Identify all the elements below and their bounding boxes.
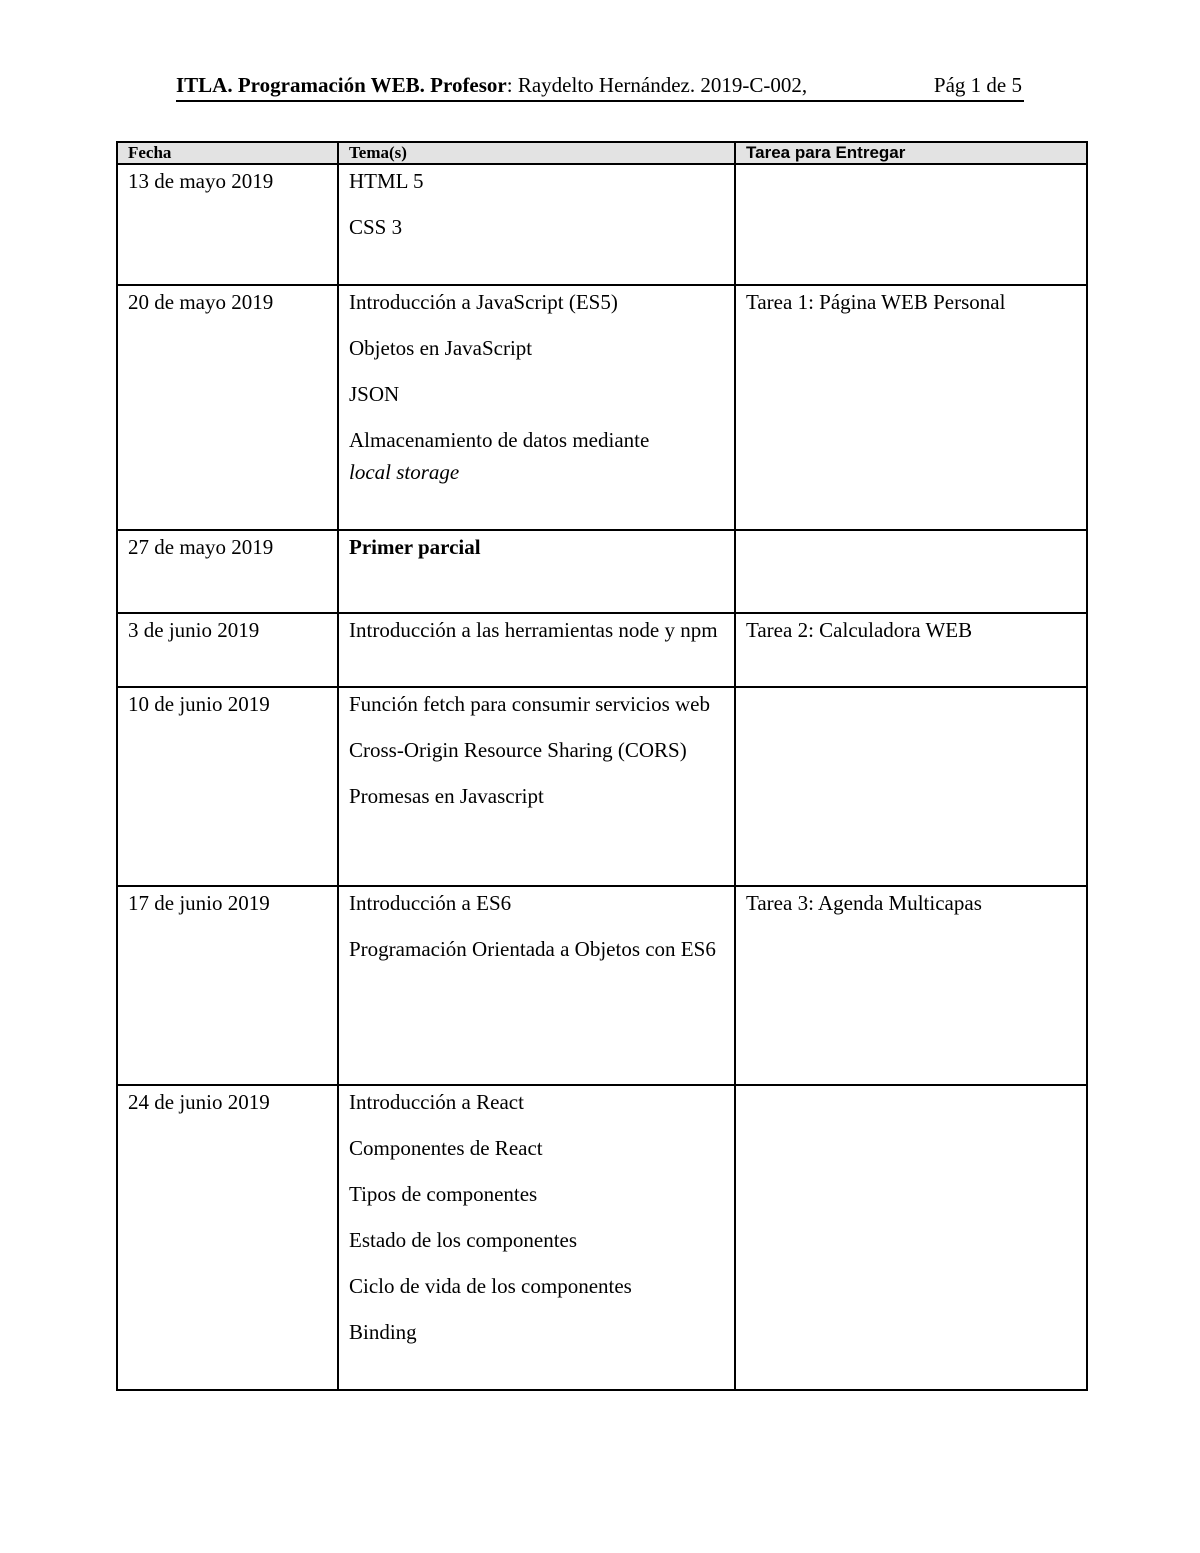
cell-tarea	[735, 530, 1087, 613]
cell-temas	[338, 886, 735, 1085]
topic-item: Promesas en Javascript	[349, 784, 544, 808]
cell-fecha: 10 de junio 2019	[117, 687, 338, 886]
header-course: Programación WEB.	[237, 73, 425, 97]
table-row	[117, 1085, 1087, 1390]
column-header-tarea: Tarea para Entregar	[735, 142, 1087, 164]
cell-tarea	[735, 687, 1087, 886]
topic-item: Primer parcial	[349, 535, 481, 559]
schedule-table	[116, 141, 1088, 1391]
topic-italic-text: local storage	[349, 460, 460, 484]
table-row	[117, 613, 1087, 687]
header-left	[176, 72, 807, 98]
topic-item: Ciclo de vida de los componentes	[349, 1274, 632, 1298]
topic-text: Almacenamiento de datos mediante	[349, 428, 650, 452]
topic-item: HTML 5	[349, 169, 424, 193]
topic-item: Introducción a ES6	[349, 891, 512, 915]
cell-tarea	[735, 1085, 1087, 1390]
cell-tarea	[735, 164, 1087, 285]
cell-temas	[338, 687, 735, 886]
cell-fecha: 20 de mayo 2019	[117, 285, 338, 530]
cell-tarea: Tarea 2: Calculadora WEB	[735, 613, 1087, 687]
table-row	[117, 164, 1087, 285]
column-header-fecha: Fecha	[117, 142, 338, 164]
topic-item: Tipos de componentes	[349, 1182, 538, 1206]
topic-item: JSON	[349, 382, 400, 406]
topic-item: Binding	[349, 1320, 417, 1344]
topic-item: Función fetch para consumir servicios web	[349, 692, 710, 716]
topic-item: Componentes de React	[349, 1136, 543, 1160]
column-header-temas: Tema(s)	[338, 142, 735, 164]
header-prof-sep: :	[506, 73, 513, 97]
cell-fecha: 13 de mayo 2019	[117, 164, 338, 285]
topic-item: Estado de los componentes	[349, 1228, 578, 1252]
cell-fecha: 27 de mayo 2019	[117, 530, 338, 613]
cell-fecha: 24 de junio 2019	[117, 1085, 338, 1390]
topic-item: Introducción a las herramientas node y npm	[349, 618, 718, 642]
topic-item: Programación Orientada a Objetos con ES6	[349, 937, 716, 961]
topic-item	[349, 424, 724, 488]
cell-temas	[338, 285, 735, 530]
cell-temas	[338, 530, 735, 613]
table-row	[117, 285, 1087, 530]
topic-item: Introducción a React	[349, 1090, 524, 1114]
cell-temas	[338, 164, 735, 285]
cell-tarea: Tarea 1: Página WEB Personal	[735, 285, 1087, 530]
cell-temas	[338, 613, 735, 687]
topic-item: Objetos en JavaScript	[349, 336, 533, 360]
page-header	[176, 72, 1024, 102]
topic-item: Cross-Origin Resource Sharing (CORS)	[349, 738, 687, 762]
cell-fecha: 3 de junio 2019	[117, 613, 338, 687]
header-org: ITLA.	[176, 73, 233, 97]
table-row	[117, 886, 1087, 1085]
table-row	[117, 530, 1087, 613]
page-number: Pág 1 de 5	[933, 73, 1022, 97]
table-header-row	[117, 142, 1087, 164]
cell-fecha: 17 de junio 2019	[117, 886, 338, 1085]
cell-temas	[338, 1085, 735, 1390]
topic-item: CSS 3	[349, 215, 403, 239]
table-row	[117, 687, 1087, 886]
header-prof-name: Raydelto Hernández. 2019-C-002,	[517, 73, 808, 97]
cell-tarea: Tarea 3: Agenda Multicapas	[735, 886, 1087, 1085]
header-prof-label: Profesor	[430, 73, 507, 97]
topic-item: Introducción a JavaScript (ES5)	[349, 290, 618, 314]
